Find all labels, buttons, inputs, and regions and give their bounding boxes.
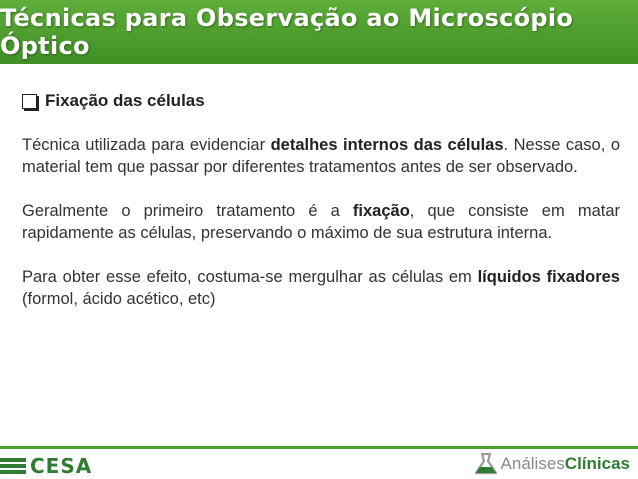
cesa-mark-icon: [0, 458, 26, 474]
paragraph-2-text-b: , que consiste em matar rapidamente as células, preservando o máximo de sua estrutura interna.: [22, 202, 621, 242]
paragraph-1: [22, 134, 620, 178]
slide-title: Técnicas para Observação ao Microscópio Óptico: [0, 4, 574, 60]
section-heading-text: Fixação das células: [45, 91, 205, 110]
paragraph-3-bold: líquidos fixadores: [477, 268, 620, 286]
logo-text-clinicas: Clínicas: [564, 454, 630, 473]
checkbox-bullet-icon: [22, 94, 37, 109]
paragraph-3-text-a: Para obter esse efeito, costuma-se mergulhar as células em: [22, 268, 478, 286]
logo-text-analises: Análises: [500, 454, 565, 473]
analises-clinicas-logo: [473, 452, 630, 476]
section-heading: [22, 90, 620, 112]
flask-icon: [473, 452, 499, 476]
paragraph-1-text-a: Técnica utilizada para evidenciar: [22, 136, 271, 154]
title-bar: [0, 0, 638, 64]
slide-content: [22, 90, 620, 332]
paragraph-1-text-b: . Nesse caso, o material tem que passar por diferentes tratamentos antes de ser observado.: [22, 136, 620, 176]
cesa-logo-text: CESA: [30, 454, 93, 478]
footer-divider: [0, 446, 638, 449]
paragraph-3: [22, 266, 620, 310]
paragraph-3-text-b: (formol, ácido acético, etc): [22, 290, 216, 308]
paragraph-2-text-a: Geralmente o primeiro tratamento é a: [22, 202, 353, 220]
paragraph-1-bold: detalhes internos das células: [270, 136, 504, 154]
paragraph-2: [22, 200, 620, 244]
paragraph-2-bold: fixação: [352, 202, 410, 220]
cesa-logo: [0, 455, 92, 477]
